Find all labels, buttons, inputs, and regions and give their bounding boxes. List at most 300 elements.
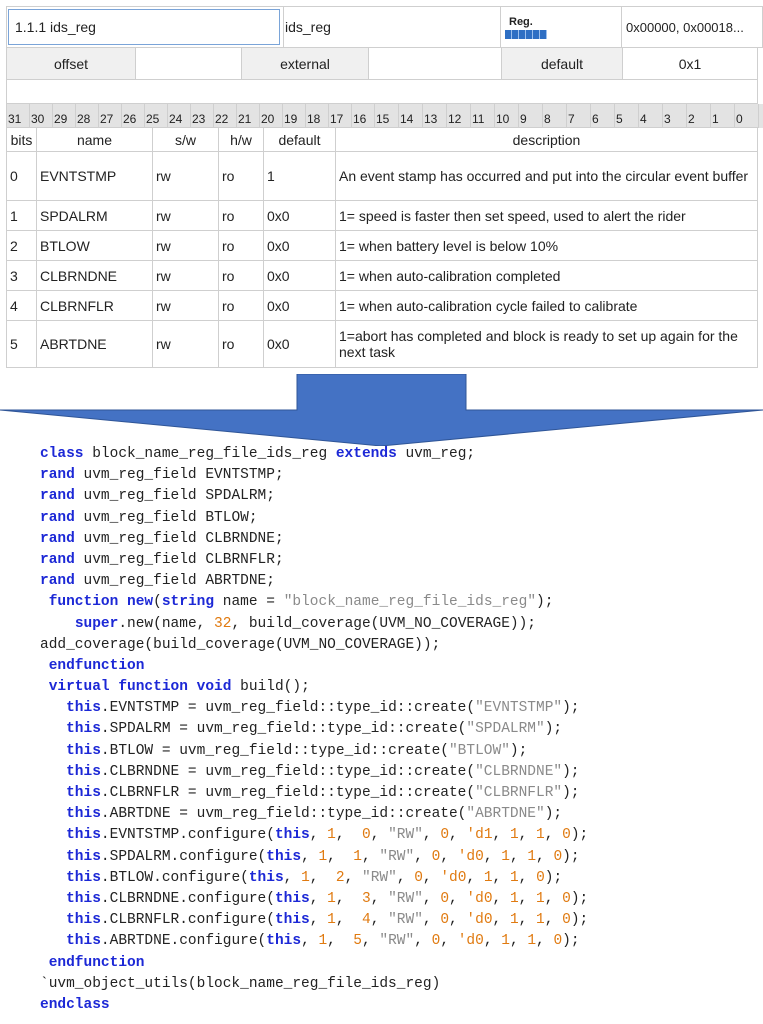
code-text: ,: [309, 869, 336, 886]
field-sw: rw: [153, 231, 219, 261]
code-text: .EVNTSTMP = uvm_reg_field::type_id::create(: [100, 700, 476, 717]
code-text: ,: [449, 827, 467, 844]
code-string: "RW": [362, 869, 397, 886]
code-text: ,: [483, 933, 502, 950]
code-keyword: this: [274, 827, 310, 844]
code-text: ,: [396, 869, 415, 886]
code-text: .SPDALRM = uvm_reg_field::type_id::create(: [100, 721, 467, 738]
code-keyword: rand: [40, 467, 75, 484]
code-number: 0: [440, 912, 450, 929]
code-text: ,: [492, 890, 510, 907]
code-text: uvm_reg_field BTLOW;: [74, 509, 258, 526]
code-text: .SPDALRM.configure(: [100, 848, 267, 865]
code-number: 5: [353, 933, 362, 950]
code-number: 0: [414, 869, 423, 886]
bit-number-cell: 10: [495, 104, 519, 128]
code-number: 1: [536, 827, 545, 844]
code-text: ,: [492, 912, 510, 929]
field-bits: 5: [7, 321, 37, 368]
code-text: ,: [518, 827, 537, 844]
field-name: CLBRNFLR: [37, 291, 153, 321]
code-number: 0: [440, 890, 450, 907]
code-number: 4: [361, 912, 371, 929]
code-text: ,: [335, 827, 362, 844]
bit-number-cell: 5: [615, 104, 639, 128]
field-sw: rw: [153, 261, 219, 291]
code-keyword: this: [66, 848, 101, 865]
code-number: 3: [361, 890, 371, 907]
code-text: [40, 955, 49, 971]
code-line: [40, 868, 588, 889]
field-description: An event stamp has occurred and put into the circular event buffer: [336, 152, 758, 201]
code-text: );: [544, 721, 563, 738]
register-icon-label: Reg.: [509, 15, 533, 28]
code-text: ,: [301, 933, 319, 950]
code-number: 1: [318, 933, 328, 950]
field-default: 0x0: [264, 201, 336, 231]
bit-number-cell: 3: [663, 104, 687, 128]
code-number: 1: [327, 827, 336, 844]
code-text: ,: [422, 890, 441, 907]
field-name: BTLOW: [37, 231, 153, 261]
code-number: 2: [335, 869, 345, 886]
code-line: [40, 995, 588, 1016]
default-label: default: [502, 48, 623, 80]
code-text: ,: [335, 890, 362, 907]
code-text: .ABRTDNE = uvm_reg_field::type_id::create(: [100, 806, 467, 823]
code-keyword: rand: [40, 573, 75, 590]
field-sw: rw: [153, 321, 219, 368]
field-name: CLBRNDNE: [37, 261, 153, 291]
code-text: );: [544, 869, 563, 886]
bit-number-cell: 1: [711, 104, 735, 128]
code-text: ,: [536, 933, 554, 950]
code-text: );: [570, 912, 589, 929]
bit-number-cell: 12: [447, 104, 471, 128]
code-line: [40, 698, 588, 719]
bit-number-cell: 23: [191, 104, 214, 128]
register-attributes-row: [6, 48, 763, 80]
code-line: [40, 889, 588, 910]
code-keyword: void: [196, 679, 232, 696]
code-text: uvm_reg_field EVNTSTMP;: [74, 467, 284, 484]
code-text: ,: [301, 848, 319, 865]
code-keyword: this: [66, 700, 101, 717]
code-text: ,: [414, 933, 432, 950]
bit-number-cell: 30: [30, 104, 53, 128]
code-text: ,: [518, 869, 537, 886]
code-keyword: this: [248, 869, 284, 886]
code-text: .CLBRNDNE.configure(: [100, 890, 275, 907]
code-text: ,: [440, 848, 458, 865]
code-text: ,: [536, 848, 554, 865]
field-name: SPDALRM: [37, 201, 153, 231]
field-description: 1= when auto-calibration cycle failed to calibrate: [336, 291, 758, 321]
code-line: [40, 974, 588, 995]
field-hw: ro: [219, 291, 264, 321]
code-text: (: [153, 594, 162, 611]
code-keyword: class: [40, 446, 84, 462]
code-text: [40, 912, 66, 928]
code-text: [40, 827, 66, 843]
code-number: 32: [214, 615, 232, 632]
register-table: [6, 6, 763, 368]
code-line: [40, 508, 588, 529]
code-text: ,: [544, 912, 563, 929]
table-row: [6, 321, 763, 368]
bit-number-cell: 2: [687, 104, 711, 128]
code-text: [40, 616, 75, 632]
bit-number-cell: 14: [399, 104, 423, 128]
code-text: ,: [361, 848, 380, 865]
bit-number-cell: 9: [519, 104, 543, 128]
col-header-name: name: [37, 128, 153, 152]
code-line: [40, 444, 588, 465]
field-description: 1= when battery level is below 10%: [336, 231, 758, 261]
code-text: ,: [309, 890, 328, 907]
bit-number-cell: 20: [260, 104, 283, 128]
bit-number-cell: 19: [283, 104, 306, 128]
col-header-default: default: [264, 128, 336, 152]
field-default: 0x0: [264, 231, 336, 261]
code-text: );: [570, 827, 589, 844]
code-string: "CLBRNFLR": [475, 785, 563, 801]
code-line: [40, 486, 588, 507]
code-keyword: function: [118, 679, 188, 696]
code-number: 0: [431, 848, 441, 865]
register-header-row: [6, 6, 763, 48]
field-hw: ro: [219, 152, 264, 201]
bit-number-cell: 31: [7, 104, 30, 128]
code-number: 'd1: [466, 827, 493, 844]
code-text: );: [544, 806, 563, 823]
code-text: uvm_reg;: [396, 446, 476, 462]
code-number: 1: [527, 933, 537, 950]
code-text: [40, 743, 66, 759]
code-text: [40, 700, 66, 716]
external-label: external: [242, 48, 369, 80]
code-keyword: this: [266, 933, 302, 950]
code-keyword: rand: [40, 488, 75, 505]
code-keyword: rand: [40, 530, 75, 547]
code-number: 'd0: [466, 890, 493, 907]
code-text: uvm_reg_field CLBRNDNE;: [74, 530, 284, 547]
code-number: 1: [327, 890, 336, 907]
code-line: [40, 677, 588, 698]
code-text: uvm_reg_field SPDALRM;: [74, 488, 275, 505]
field-bits: 3: [7, 261, 37, 291]
code-string: "RW": [379, 933, 415, 950]
field-rows: [6, 152, 763, 368]
code-text: ,: [422, 869, 441, 886]
code-number: 1: [501, 933, 510, 950]
code-text: block_name_reg_file_ids_reg: [83, 446, 336, 462]
code-number: 0: [562, 827, 571, 844]
field-description: 1=abort has completed and block is ready to set up again for the next task: [336, 321, 758, 368]
code-number: 1: [536, 890, 545, 907]
code-line: [40, 550, 588, 571]
code-text: ,: [370, 827, 389, 844]
code-text: [40, 933, 66, 949]
code-text: [40, 806, 66, 822]
code-number: 1: [509, 912, 519, 929]
code-number: 1: [353, 848, 362, 865]
code-text: build();: [231, 679, 310, 696]
code-number: 1: [483, 869, 493, 886]
code-string: "EVNTSTMP": [475, 700, 563, 717]
field-description: 1= when auto-calibration completed: [336, 261, 758, 291]
bit-number-cell: 18: [306, 104, 329, 128]
code-text: .EVNTSTMP.configure(: [100, 827, 275, 844]
table-row: [6, 152, 763, 201]
bit-number-cell: 21: [237, 104, 260, 128]
field-description: 1= speed is faster then set speed, used to alert the rider: [336, 201, 758, 231]
code-text: , build_coverage(UVM_NO_COVERAGE));: [231, 615, 537, 632]
code-text: ,: [361, 933, 380, 950]
bit-number-cell: 16: [352, 104, 375, 128]
bit-number-cell: 8: [543, 104, 567, 128]
code-keyword: rand: [40, 551, 75, 568]
bit-number-cell: 7: [567, 104, 591, 128]
bit-number-cell: 25: [145, 104, 168, 128]
code-keyword: super: [74, 615, 119, 632]
code-keyword: extends: [335, 446, 397, 462]
code-text: ,: [370, 890, 389, 907]
code-line: [40, 953, 588, 974]
field-bits: 4: [7, 291, 37, 321]
code-number: 0: [361, 827, 371, 844]
code-text: ,: [344, 869, 362, 886]
code-number: 1: [536, 912, 545, 929]
code-line: [40, 529, 588, 550]
field-hw: ro: [219, 201, 264, 231]
bit-number-row: [6, 104, 763, 128]
field-name: EVNTSTMP: [37, 152, 153, 201]
code-line: [40, 741, 588, 762]
register-title-cell: [7, 7, 284, 48]
field-sw: rw: [153, 291, 219, 321]
offset-value: [136, 48, 242, 80]
table-row: [6, 291, 763, 321]
bit-number-cell: 24: [168, 104, 191, 128]
code-line: [40, 614, 588, 635]
field-default: 0x0: [264, 321, 336, 368]
code-number: 0: [553, 933, 563, 950]
code-line: [40, 910, 588, 931]
field-hw: ro: [219, 261, 264, 291]
bit-number-cell: 22: [214, 104, 237, 128]
field-name: ABRTDNE: [37, 321, 153, 368]
field-hw: ro: [219, 231, 264, 261]
code-text: [40, 679, 49, 695]
bit-number-cell: 28: [76, 104, 99, 128]
code-text: [40, 891, 66, 907]
code-line: [40, 847, 588, 868]
table-row: [6, 201, 763, 231]
code-text: .BTLOW.configure(: [100, 869, 249, 886]
code-text: [40, 721, 66, 737]
code-text: [118, 594, 127, 610]
register-title[interactable]: 1.1.1 ids_reg: [8, 9, 280, 45]
code-text: ,: [509, 848, 528, 865]
bit-number-cell: 11: [471, 104, 495, 128]
code-text: .CLBRNFLR.configure(: [100, 912, 275, 929]
code-number: 1: [509, 869, 519, 886]
code-text: ,: [544, 827, 563, 844]
code-text: [40, 870, 66, 886]
code-string: "CLBRNDNE": [475, 763, 563, 780]
bit-number-cell: 27: [99, 104, 122, 128]
code-keyword: this: [266, 848, 302, 865]
code-keyword: endfunction: [48, 954, 145, 971]
table-row: [6, 231, 763, 261]
code-text: ,: [518, 912, 537, 929]
code-string: "BTLOW": [448, 742, 510, 759]
code-number: 1: [501, 848, 510, 865]
code-keyword: this: [66, 806, 101, 823]
code-text: );: [562, 848, 580, 865]
code-line: [40, 635, 588, 656]
code-text: ,: [309, 827, 328, 844]
code-string: "RW": [388, 890, 423, 907]
code-number: 0: [440, 827, 450, 844]
field-bits: 0: [7, 152, 37, 201]
code-keyword: endfunction: [48, 657, 145, 674]
code-text: [40, 658, 49, 674]
code-text: .ABRTDNE.configure(: [100, 933, 267, 950]
offset-label: offset: [7, 48, 136, 80]
down-arrow-icon: [0, 374, 763, 446]
code-text: ,: [449, 890, 467, 907]
code-text: [188, 679, 197, 695]
code-keyword: virtual: [48, 679, 110, 696]
bit-number-cell: 0: [735, 104, 759, 128]
code-keyword: endclass: [40, 996, 110, 1013]
code-keyword: function: [48, 594, 119, 611]
bit-number-cell: 4: [639, 104, 663, 128]
code-text: );: [562, 700, 580, 717]
code-text: ,: [492, 827, 510, 844]
register-icon-cell: [501, 7, 622, 48]
bit-number-cell: 26: [122, 104, 145, 128]
code-keyword: this: [66, 763, 101, 780]
code-text: ,: [509, 933, 528, 950]
code-keyword: this: [66, 890, 101, 907]
spacer-cell: [7, 80, 758, 104]
code-text: );: [509, 742, 528, 759]
code-line: [40, 762, 588, 783]
code-number: 0: [562, 912, 571, 929]
code-string: "RW": [379, 848, 415, 865]
code-number: 0: [431, 933, 441, 950]
code-number: 0: [562, 890, 571, 907]
bit-number-cell: 13: [423, 104, 447, 128]
code-text: [40, 594, 49, 610]
code-keyword: this: [66, 912, 101, 929]
code-string: "RW": [388, 827, 423, 844]
code-number: 1: [301, 869, 310, 886]
code-line: [40, 571, 588, 592]
code-text: ,: [492, 869, 510, 886]
code-string: "SPDALRM": [466, 721, 545, 738]
field-default: 0x0: [264, 291, 336, 321]
code-text: );: [562, 785, 580, 801]
code-line: [40, 465, 588, 486]
external-value: [369, 48, 502, 80]
code-text: ,: [483, 848, 502, 865]
code-text: ,: [370, 912, 389, 929]
code-number: 0: [553, 848, 563, 865]
code-text: .BTLOW = uvm_reg_field::type_id::create(: [100, 742, 449, 759]
default-value: 0x1: [623, 48, 758, 80]
code-text: );: [570, 890, 589, 907]
code-text: ,: [327, 933, 354, 950]
code-line: [40, 656, 588, 677]
code-number: 'd0: [457, 848, 484, 865]
code-number: 1: [327, 912, 336, 929]
code-keyword: new: [127, 594, 154, 611]
field-hw: ro: [219, 321, 264, 368]
code-string: "ABRTDNE": [466, 806, 545, 823]
code-number: 'd0: [457, 933, 484, 950]
code-text: ,: [283, 869, 302, 886]
code-text: ,: [466, 869, 484, 886]
code-number: 1: [527, 848, 537, 865]
arrow-shape: [0, 374, 763, 446]
code-text: uvm_reg_field ABRTDNE;: [74, 573, 275, 590]
code-text: ,: [414, 848, 432, 865]
code-number: 'd0: [440, 869, 467, 886]
code-text: ,: [440, 933, 458, 950]
code-line: [40, 592, 588, 613]
code-text: [40, 764, 66, 780]
col-header-hw: h/w: [219, 128, 264, 152]
col-header-sw: s/w: [153, 128, 219, 152]
field-default: 1: [264, 152, 336, 201]
code-line: [40, 783, 588, 804]
code-text: .new(name,: [118, 615, 215, 632]
code-number: 'd0: [466, 912, 493, 929]
code-keyword: rand: [40, 509, 75, 526]
code-text: .CLBRNDNE = uvm_reg_field::type_id::create(: [100, 763, 476, 780]
register-name: ids_reg: [284, 7, 501, 48]
code-block: [40, 444, 588, 1016]
code-keyword: this: [274, 912, 310, 929]
code-text: ,: [422, 912, 441, 929]
bit-number-cell: 6: [591, 104, 615, 128]
code-text: ,: [449, 912, 467, 929]
field-bits: 2: [7, 231, 37, 261]
code-text: ,: [327, 848, 354, 865]
code-keyword: this: [66, 785, 101, 801]
col-header-description: description: [336, 128, 758, 152]
code-string: "RW": [388, 912, 423, 929]
spacer-row: [6, 80, 763, 104]
code-text: .CLBRNFLR = uvm_reg_field::type_id::create(: [100, 785, 476, 801]
code-text: [40, 785, 66, 801]
code-keyword: this: [66, 869, 101, 886]
code-line: [40, 719, 588, 740]
code-text: `uvm_object_utils(block_name_reg_file_ids_reg): [40, 975, 441, 992]
code-line: [40, 931, 588, 952]
code-text: ,: [335, 912, 362, 929]
code-text: [40, 849, 66, 865]
field-table-header: [6, 128, 763, 152]
table-row: [6, 261, 763, 291]
code-number: 1: [318, 848, 328, 865]
code-text: );: [536, 594, 554, 611]
bit-number-cell: 17: [329, 104, 352, 128]
